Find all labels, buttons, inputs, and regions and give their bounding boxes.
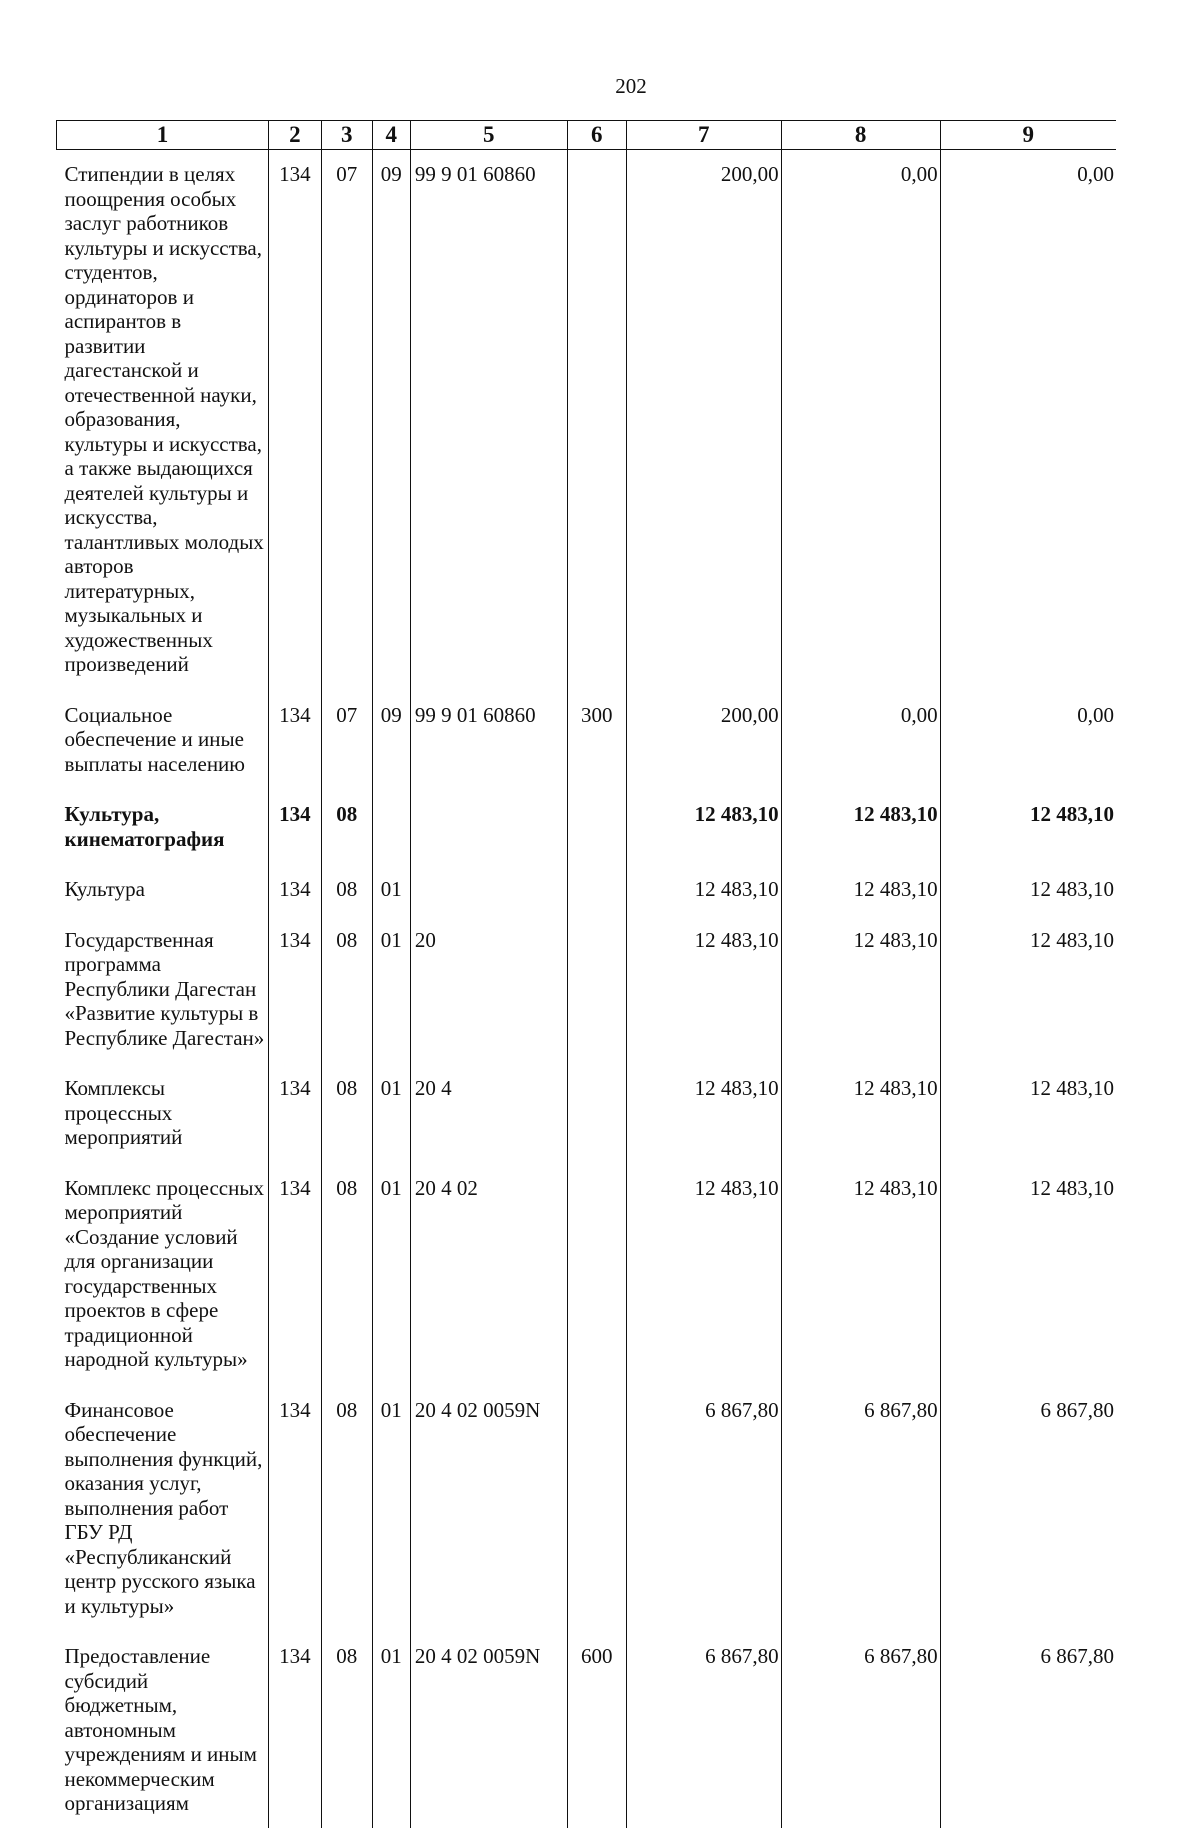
- row-name-cell: Культура: [64, 877, 145, 901]
- target-article-cell: 20 4 02: [410, 1164, 567, 1386]
- amount-col7-cell: 12 483,10: [626, 916, 781, 1065]
- expense-type-cell: [567, 1164, 626, 1386]
- section-cell: 08: [321, 916, 372, 1065]
- expense-type-cell: 300: [567, 691, 626, 791]
- col-header-2: 2: [268, 121, 321, 150]
- amount-col9-cell: 6 867,80: [940, 1386, 1116, 1633]
- section-cell: 08: [321, 1632, 372, 1828]
- row-name-cell: Социальное обеспечение и иные выплаты населению: [64, 702, 245, 776]
- col-header-4: 4: [372, 121, 410, 150]
- expense-type-cell: [567, 150, 626, 691]
- target-article-cell: 20 4 02 0059N: [410, 1386, 567, 1633]
- expense-type-cell: 600: [567, 1632, 626, 1828]
- amount-col7-cell: 200,00: [626, 691, 781, 791]
- expense-type-cell: [567, 1386, 626, 1633]
- section-cell: 08: [321, 865, 372, 916]
- subsection-cell: 01: [372, 1386, 410, 1633]
- amount-col9-cell: 6 867,80: [940, 1632, 1116, 1828]
- row-name-cell: Стипендии в целях поощрения особых заслуг работников культуры и искусства, студентов, ординаторов и аспирантов в развитии дагестанской и отечественной науки, образования, культуры и искусства, а также выдающихся деятелей культуры и искусства, талантливых молодых авторов литературных, музыкальных и художественных произведений: [64, 162, 264, 676]
- expense-type-cell: [567, 865, 626, 916]
- code-admin-cell: 134: [268, 150, 321, 691]
- target-article-cell: 99 9 01 60860: [410, 691, 567, 791]
- amount-col8-cell: 12 483,10: [781, 916, 940, 1065]
- amount-col9-cell: 12 483,10: [940, 916, 1116, 1065]
- budget-table: [56, 120, 1116, 1828]
- target-article-cell: 20 4: [410, 1064, 567, 1164]
- amount-col9-cell: 12 483,10: [940, 1164, 1116, 1386]
- amount-col9-cell: 12 483,10: [940, 1064, 1116, 1164]
- amount-col8-cell: 12 483,10: [781, 1164, 940, 1386]
- row-name-cell: Предоставление субсидий бюджетным, автономным учреждениям и иным некоммерческим организациям: [64, 1644, 257, 1815]
- amount-col9-cell: 12 483,10: [940, 865, 1116, 916]
- amount-col7-cell: 12 483,10: [626, 790, 781, 865]
- section-cell: 07: [321, 691, 372, 791]
- amount-col9-cell: 0,00: [940, 691, 1116, 791]
- subsection-cell: 01: [372, 1164, 410, 1386]
- amount-col8-cell: 12 483,10: [781, 1064, 940, 1164]
- section-cell: 08: [321, 1386, 372, 1633]
- col-header-1: 1: [57, 121, 269, 150]
- amount-col8-cell: 0,00: [781, 691, 940, 791]
- row-name-cell: Комплексы процессных мероприятий: [64, 1076, 183, 1149]
- target-article-cell: [410, 865, 567, 916]
- header-row: [57, 121, 1117, 150]
- table-row: [57, 150, 1117, 691]
- col-header-5: 5: [410, 121, 567, 150]
- section-cell: 08: [321, 1164, 372, 1386]
- row-name-cell: Культура, кинематография: [64, 802, 225, 851]
- col-header-3: 3: [321, 121, 372, 150]
- target-article-cell: [410, 790, 567, 865]
- amount-col8-cell: 12 483,10: [781, 790, 940, 865]
- code-admin-cell: 134: [268, 1064, 321, 1164]
- subsection-cell: 01: [372, 1064, 410, 1164]
- expense-type-cell: [567, 790, 626, 865]
- code-admin-cell: 134: [268, 1164, 321, 1386]
- code-admin-cell: 134: [268, 1386, 321, 1633]
- target-article-cell: 20 4 02 0059N: [410, 1632, 567, 1828]
- subsection-cell: 09: [372, 691, 410, 791]
- amount-col7-cell: 12 483,10: [626, 1064, 781, 1164]
- table-row: [57, 1064, 1117, 1164]
- col-header-7: 7: [626, 121, 781, 150]
- amount-col7-cell: 6 867,80: [626, 1632, 781, 1828]
- subsection-cell: 01: [372, 865, 410, 916]
- page-number: 202: [615, 74, 647, 98]
- table-row: [57, 691, 1117, 791]
- section-cell: 07: [321, 150, 372, 691]
- amount-col8-cell: 0,00: [781, 150, 940, 691]
- amount-col7-cell: 6 867,80: [626, 1386, 781, 1633]
- amount-col8-cell: 6 867,80: [781, 1386, 940, 1633]
- code-admin-cell: 134: [268, 790, 321, 865]
- col-header-9: 9: [940, 121, 1116, 150]
- table-row: [57, 865, 1117, 916]
- table-row: [57, 916, 1117, 1065]
- subsection-cell: [372, 790, 410, 865]
- section-cell: 08: [321, 790, 372, 865]
- section-cell: 08: [321, 1064, 372, 1164]
- table-row: [57, 1164, 1117, 1386]
- amount-col7-cell: 12 483,10: [626, 865, 781, 916]
- amount-col7-cell: 200,00: [626, 150, 781, 691]
- code-admin-cell: 134: [268, 1632, 321, 1828]
- amount-col8-cell: 6 867,80: [781, 1632, 940, 1828]
- row-name-cell: Государственная программа Республики Дагестан «Развитие культуры в Республике Дагестан»: [64, 927, 265, 1050]
- row-name-cell: Финансовое обеспечение выполнения функций, оказания услуг, выполнения работ ГБУ РД «Республиканский центр русского языка и культуры»: [64, 1397, 263, 1618]
- table-row: [57, 790, 1117, 865]
- target-article-cell: 99 9 01 60860: [410, 150, 567, 691]
- table-row: [57, 1632, 1117, 1828]
- target-article-cell: 20: [410, 916, 567, 1065]
- code-admin-cell: 134: [268, 865, 321, 916]
- code-admin-cell: 134: [268, 916, 321, 1065]
- row-name-cell: Комплекс процессных мероприятий «Создание условий для организации государственных проектов в сфере традиционной народной культуры»: [64, 1175, 264, 1371]
- amount-col9-cell: 0,00: [940, 150, 1116, 691]
- table-row: [57, 1386, 1117, 1633]
- expense-type-cell: [567, 916, 626, 1065]
- amount-col7-cell: 12 483,10: [626, 1164, 781, 1386]
- code-admin-cell: 134: [268, 691, 321, 791]
- col-header-6: 6: [567, 121, 626, 150]
- table-body: [57, 150, 1117, 1828]
- expense-type-cell: [567, 1064, 626, 1164]
- amount-col9-cell: 12 483,10: [940, 790, 1116, 865]
- subsection-cell: 01: [372, 916, 410, 1065]
- col-header-8: 8: [781, 121, 940, 150]
- subsection-cell: 09: [372, 150, 410, 691]
- subsection-cell: 01: [372, 1632, 410, 1828]
- amount-col8-cell: 12 483,10: [781, 865, 940, 916]
